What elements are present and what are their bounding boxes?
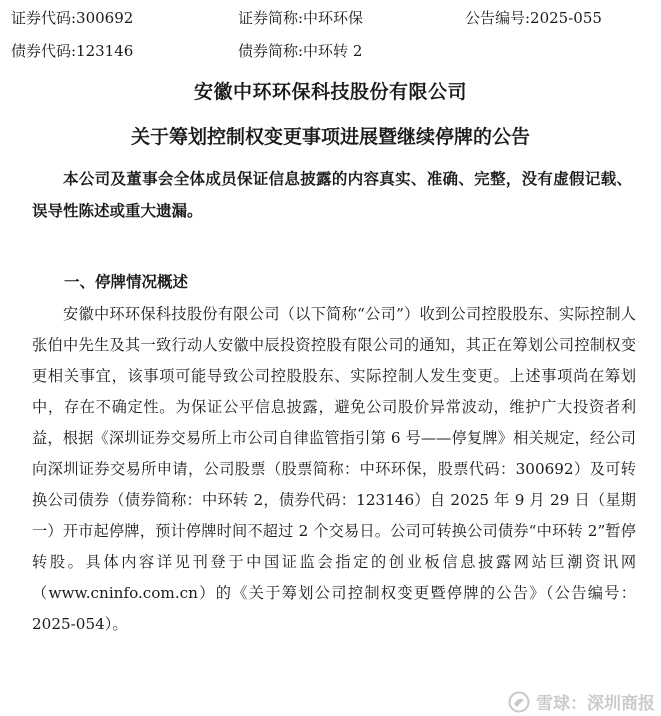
body-paragraph: 安徽中环环保科技股份有限公司（以下简称“公司”）收到公司控股股东、实际控制人张伯中先生及其一致行动人安徽中辰投资控股有限公司的通知，其正在筹划公司控制权变更相关事宜，该事项可能导致公司控股股东、实际控制人发生变更。上述事项尚在筹划中，存在不确定性。为保证公平信息披露，避免公司股价异常波动，维护广大投资者利益，根据《深圳证券交易所上市公司自律监管指引第 6 号——停复牌》相关规定，经公司向深圳证券交易所申请，公司股票（股票简称：中环环保，股票代码：300692）及可转换公司债券（债券简称：中环转 2，债券代码：123146）自 2025 年 9 月 29 日（星期一）开市起停牌，预计停牌时间不超过 2 个交易日。公司可转换公司债券“中环转 2”暂停转股。具体内容详见刊登于中国证监会指定的创业板信息披露网站巨潮资讯网（www.cninfo.com.cn）的《关于筹划公司控制权变更暨停牌的公告》（公告编号：2025-054）。 bbox=[32, 305, 636, 633]
bond-code: 债券代码:123146 bbox=[11, 42, 134, 60]
watermark-text: 雪球：深圳商报 bbox=[536, 694, 655, 714]
announcement-number: 公告编号:2025-055 bbox=[465, 9, 602, 27]
announcement-title: 关于筹划控制权变更事项进展暨继续停牌的公告 bbox=[130, 126, 530, 148]
board-statement: 本公司及董事会全体成员保证信息披露的内容真实、准确、完整，没有虚假记载、误导性陈述或重大遗漏。 bbox=[32, 169, 632, 220]
bond-name: 债券简称:中环转 2 bbox=[238, 42, 363, 60]
company-name: 安徽中环环保科技股份有限公司 bbox=[193, 81, 467, 103]
header-row-2 bbox=[0, 39, 661, 63]
header-row-1 bbox=[0, 6, 661, 30]
watermark bbox=[508, 689, 655, 714]
section-heading: 一、停牌情况概述 bbox=[64, 272, 189, 291]
stock-code: 证券代码:300692 bbox=[11, 9, 134, 27]
stock-name: 证券简称:中环环保 bbox=[238, 9, 364, 27]
snowball-logo-icon bbox=[508, 691, 530, 713]
